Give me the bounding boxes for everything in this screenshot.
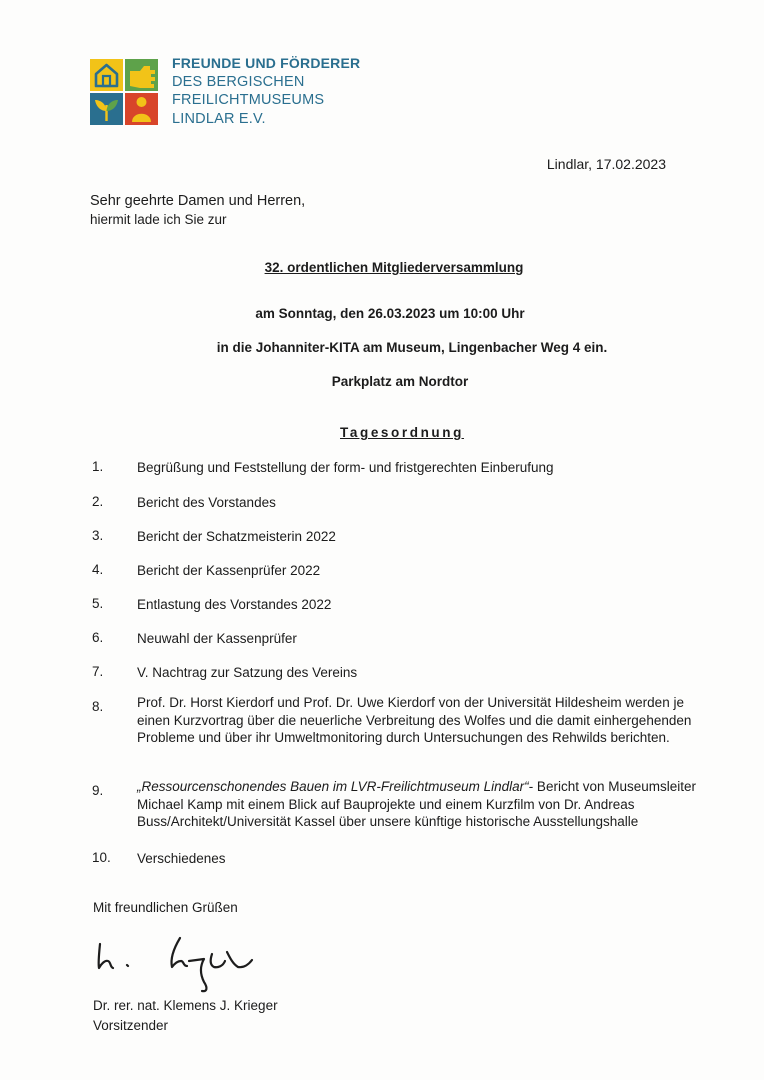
letter-date: Lindlar, 17.02.2023	[546, 156, 666, 172]
invite-line: hiermit lade ich Sie zur	[90, 212, 227, 227]
agenda-item-number: 2.	[92, 494, 104, 509]
agenda-item-text: Bericht des Vorstandes	[137, 495, 276, 510]
org-name-line-3: FREILICHTMUSEUMS	[172, 92, 325, 108]
salutation: Sehr geehrte Damen und Herren,	[90, 193, 306, 209]
org-name-line-2: DES BERGISCHEN	[172, 73, 305, 90]
agenda-item-text: Neuwahl der Kassenprüfer	[137, 631, 297, 646]
agenda-item-number: 5.	[92, 596, 104, 611]
org-name-line-1: FREUNDE UND FÖRDERER	[172, 55, 361, 71]
agenda-item-text: Begrüßung und Feststellung der form- und fristgerechten Einberufung	[137, 460, 554, 475]
agenda-item-text: Entlastung des Vorstandes 2022	[137, 597, 332, 612]
agenda-item-text	[137, 778, 712, 831]
agenda-item-text: Verschiedenes	[137, 851, 226, 866]
agenda-item-number: 9.	[92, 783, 104, 798]
parking-info: Parkplatz am Nordtor	[331, 374, 469, 389]
association-logo	[90, 59, 158, 125]
agenda-item-number: 4.	[92, 562, 104, 577]
association-name	[172, 54, 360, 128]
agenda-item-number: 8.	[92, 699, 104, 714]
signer-block	[93, 996, 278, 1036]
agenda-item-text: Bericht der Kassenprüfer 2022	[137, 563, 321, 578]
agenda-item-number: 1.	[92, 459, 104, 474]
agenda-item-number: 3.	[92, 528, 104, 543]
agenda-item-text: V. Nachtrag zur Satzung des Vereins	[137, 665, 358, 680]
agenda-item-text: Bericht der Schatzmeisterin 2022	[137, 529, 336, 544]
lecture-title: „Ressourcenschonendes Bauen im LVR-Freilichtmuseum Lindlar“	[137, 779, 529, 794]
lecture-description: - Bericht von Museumsleiter Michael Kamp mit einem Blick auf Bauprojekte und einem Kurzfilm von Dr. Andreas Buss/Architekt/Universität Kassel über unsere künftige historische Ausstellungshalle	[137, 779, 696, 829]
agenda-item-number: 6.	[92, 630, 104, 645]
handwritten-signature	[92, 930, 262, 995]
meeting-date: am Sonntag, den 26.03.2023 um 10:00 Uhr	[255, 306, 525, 321]
agenda-item-text: Prof. Dr. Horst Kierdorf und Prof. Dr. Uwe Kierdorf von der Universität Hildesheim werden je einen Kurzvortrag über die neuerliche Verbreitung des Wolfes und die damit einhergehenden Probleme und über ihr Umweltmonitoring durch Untersuchungen des Rehwilds berichten.	[137, 695, 692, 745]
org-name-line-4: LINDLAR E.V.	[172, 110, 266, 127]
signer-name: Dr. rer. nat. Klemens J. Krieger	[93, 998, 278, 1013]
agenda-item-number: 7.	[92, 664, 104, 679]
meeting-location: in die Johanniter-KITA am Museum, Lingenbacher Weg 4 ein.	[216, 340, 608, 355]
agenda-item-number: 10.	[92, 850, 111, 865]
closing-greeting: Mit freundlichen Grüßen	[93, 900, 238, 915]
agenda-heading: Tagesordnung	[340, 425, 464, 440]
meeting-title: 32. ordentlichen Mitgliederversammlung	[264, 260, 524, 275]
signer-role: Vorsitzender	[93, 1018, 169, 1033]
